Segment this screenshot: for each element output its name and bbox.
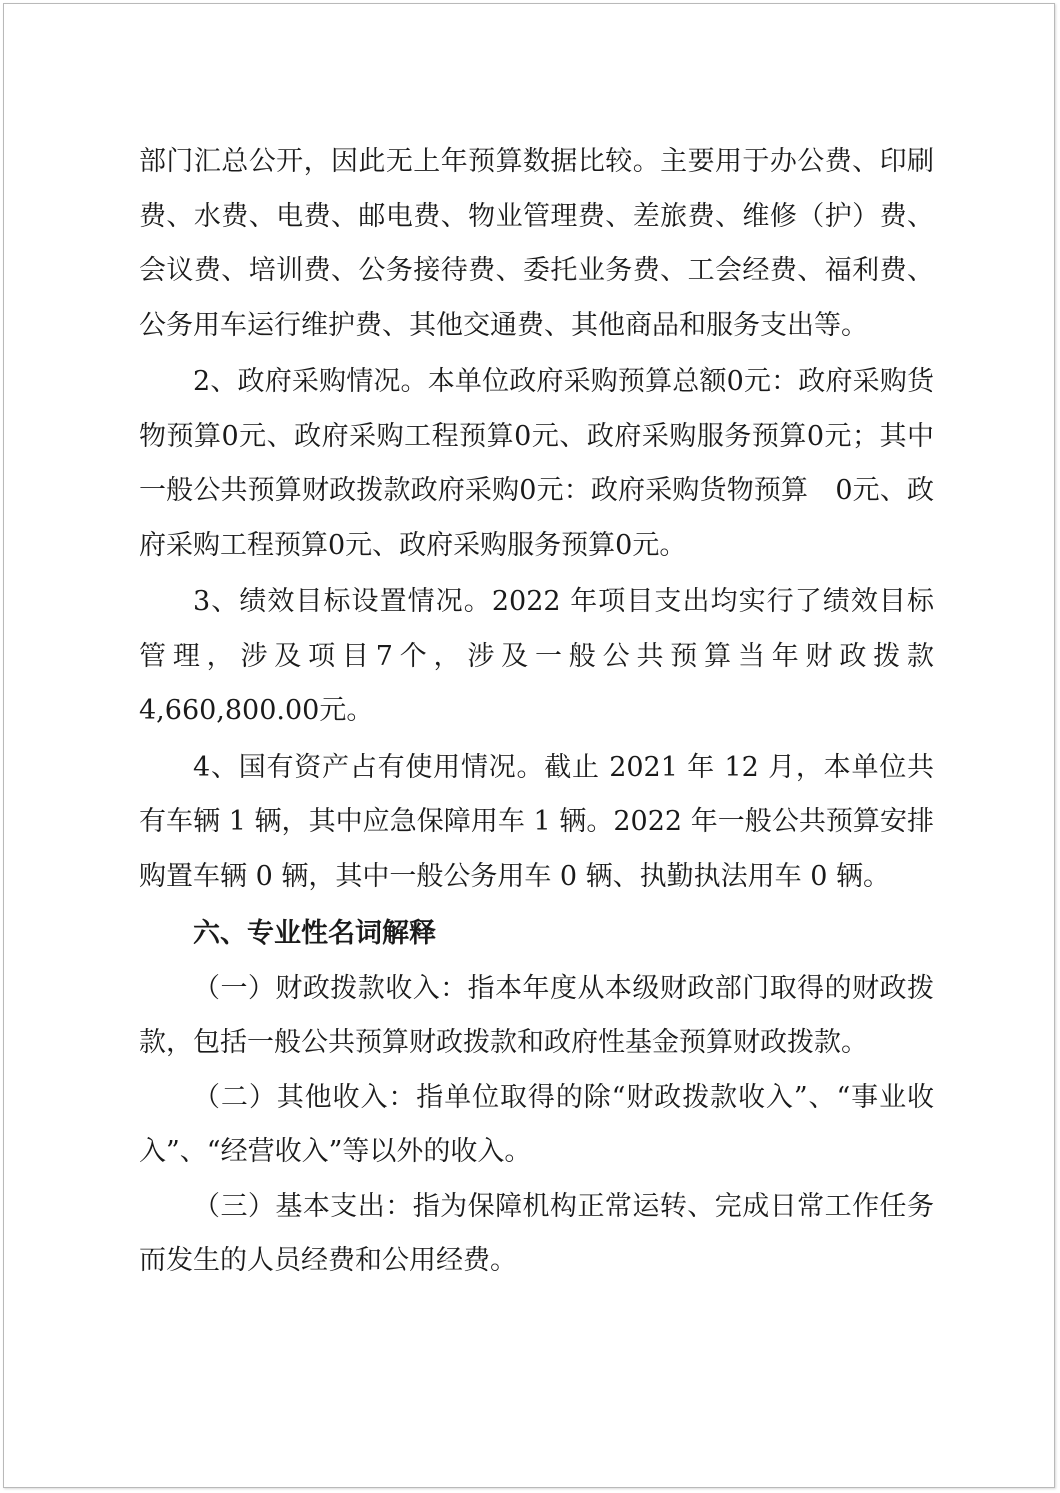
term-fiscal-appropriation-income: （一）财政拨款收入：指本年度从本级财政部门取得的财政拨款，包括一般公共预算财政拨款和政府性基金预算财政拨款。 bbox=[139, 972, 934, 1058]
document-page bbox=[3, 3, 1055, 1488]
paragraph-state-assets: 4、国有资产占有使用情况。截止 2021 年 12 月，本单位共有车辆 1 辆，其中应急保障用车 1 辆。2022 年一般公共预算安排购置车辆 0 辆，其中一般公务用车 0 辆、执勤执法用车 0 辆。 bbox=[139, 751, 934, 892]
paragraph-performance-targets: 3、绩效目标设置情况。2022 年项目支出均实行了绩效目标管理，涉及项目7个，涉及一般公共预算当年财政拨款4,660,800.00元。 bbox=[139, 586, 934, 726]
section-heading-terms: 六、专业性名词解释 bbox=[193, 918, 436, 949]
term-other-income: （二）其他收入：指单位取得的除“财政拨款收入”、“事业收入”、“经营收入”等以外的收入。 bbox=[139, 1081, 934, 1167]
document-body bbox=[139, 135, 934, 1289]
term-basic-expenditure: （三）基本支出：指为保障机构正常运转、完成日常工作任务而发生的人员经费和公用经费。 bbox=[139, 1190, 934, 1276]
paragraph-expense-scope: 部门汇总公开，因此无上年预算数据比较。主要用于办公费、印刷费、水费、电费、邮电费、物业管理费、差旅费、维修（护）费、会议费、培训费、公务接待费、委托业务费、工会经费、福利费、公务用车运行维护费、其他交通费、其他商品和服务支出等。 bbox=[139, 146, 934, 341]
paragraph-government-procurement: 2、政府采购情况。本单位政府采购预算总额0元：政府采购货物预算0元、政府采购工程预算0元、政府采购服务预算0元；其中一般公共预算财政拨款政府采购0元：政府采购货物预算 0元、政府采购工程预算0元、政府采购服务预算0元。 bbox=[139, 366, 934, 561]
